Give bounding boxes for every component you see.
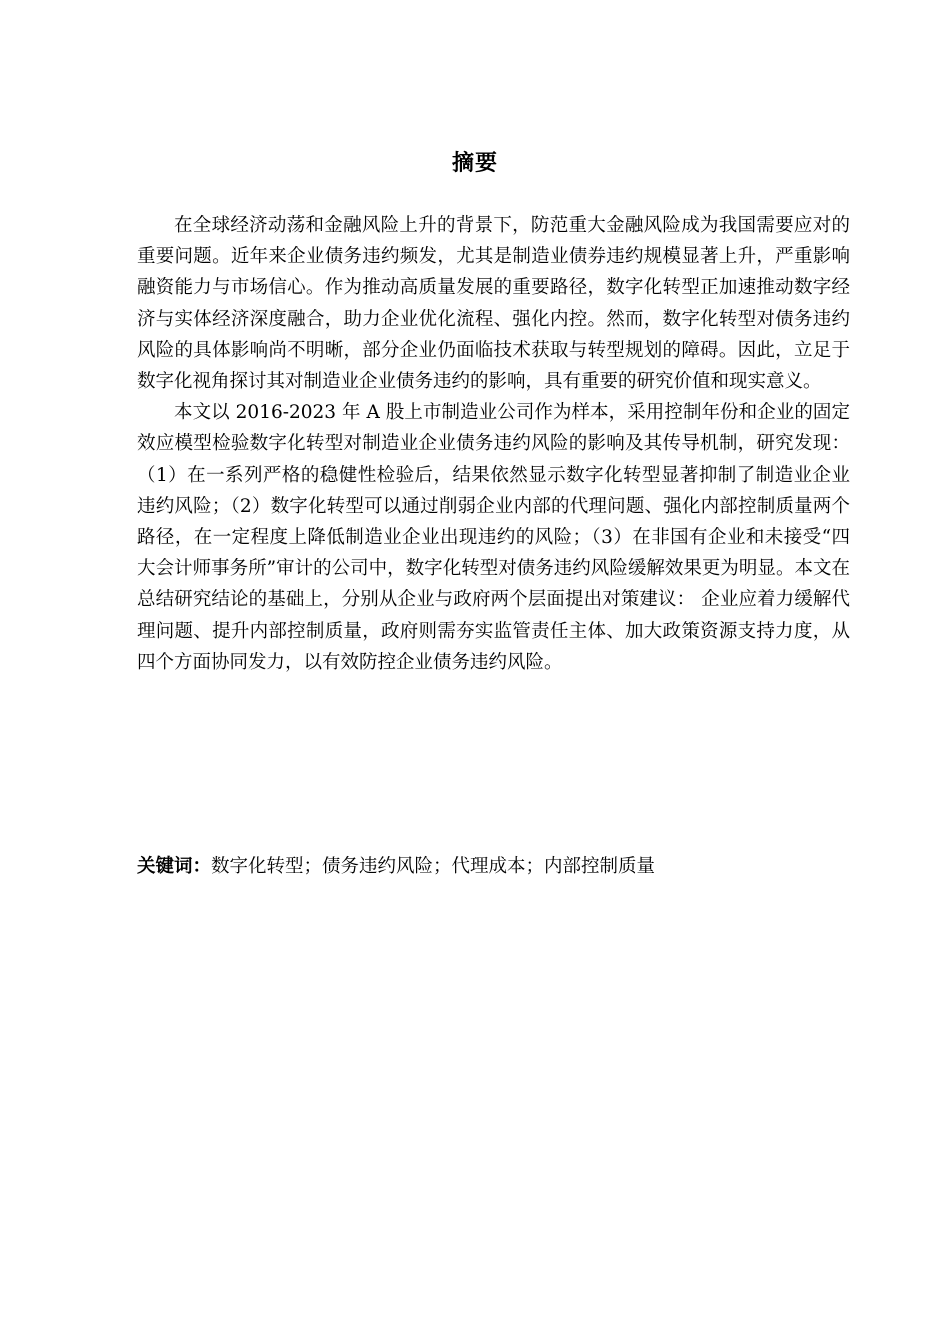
abstract-paragraph-1: 在全球经济动荡和金融风险上升的背景下，防范重大金融风险成为我国需要应对的重要问题。近年来企业债务违约频发，尤其是制造业债券违约规模显著上升，严重影响融资能力与市场信心。作为推动高质量发展的重要路径，数字化转型正加速推动数字经济与实体经济深度融合，助力企业优化流程、强化内控。然而，数字化转型对债务违约风险的具体影响尚不明晰，部分企业仍面临技术获取与转型规划的障碍。因此，立足于数字化视角探讨其对制造业企业债务违约的影响，具有重要的研究价值和现实意义。 [137,215,850,393]
keywords-label: 关键词： [137,856,212,877]
abstract-body [137,210,850,678]
keywords-line [137,851,850,882]
keywords-text: 数字化转型；债务违约风险；代理成本；内部控制质量 [211,856,656,877]
abstract-paragraph-2: 本文以 2016-2023 年 A 股上市制造业公司作为样本，采用控制年份和企业的固定效应模型检验数字化转型对制造业企业债务违约风险的影响及其传导机制，研究发现：（1）在一系列严格的稳健性检验后，结果依然显示数字化转型显著抑制了制造业企业违约风险；（2）数字化转型可以通过削弱企业内部的代理问题、强化内部控制质量两个路径，在一定程度上降低制造业企业出现违约的风险；（3）在非国有企业和未接受“四大会计师事务所”审计的公司中，数字化转型对债务违约风险缓解效果更为明显。本文在总结研究结论的基础上，分别从企业与政府两个层面提出对策建议： 企业应着力缓解代理问题、提升内部控制质量，政府则需夯实监管责任主体、加大政策资源支持力度，从四个方面协同发力，以有效防控企业债务违约风险。 [137,402,850,673]
abstract-title: 摘要 [451,151,498,176]
